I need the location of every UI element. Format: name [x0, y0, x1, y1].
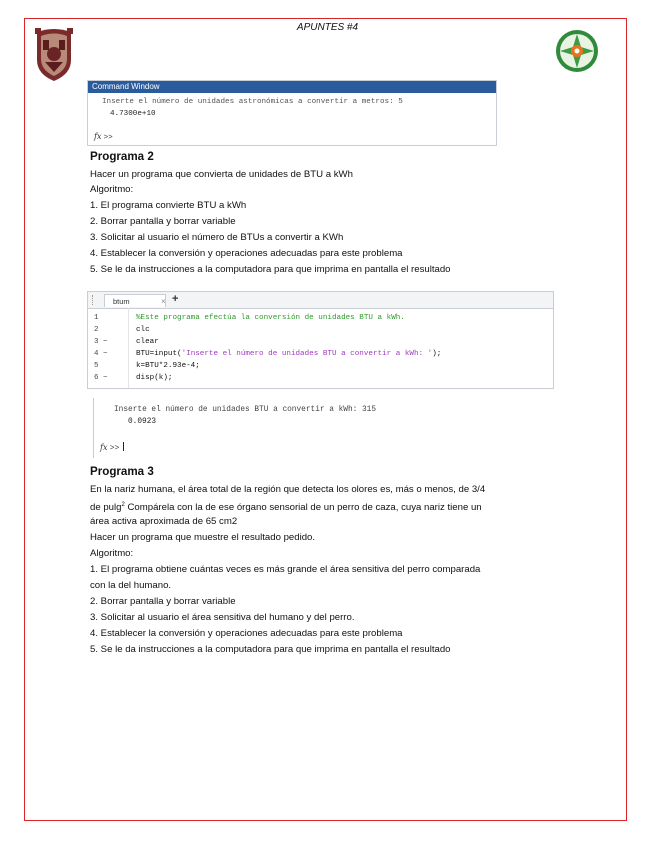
programa3-heading: Programa 3	[90, 465, 154, 478]
console-divider	[93, 398, 94, 458]
fx-icon: fx	[100, 443, 108, 452]
programa2-step: 1. El programa convierte BTU a kWh	[90, 200, 247, 211]
programa3-step: 2. Borrar pantalla y borrar variable	[90, 596, 236, 607]
command-window-title: Command Window	[88, 81, 496, 93]
programa2-step: 4. Establecer la conversión y operaciones adecuadas para este problema	[90, 248, 403, 259]
command-window	[87, 80, 497, 146]
programa2-heading: Programa 2	[90, 150, 154, 163]
programa3-paragraph-line: área activa aproximada de 65 cm2	[90, 516, 238, 527]
programa3-step: 1. El programa obtiene cuántas veces es más grande el área sensitiva del perro comparada	[90, 564, 481, 575]
prompt-arrows: >>	[109, 444, 120, 453]
code-line[interactable]: clear	[136, 338, 159, 346]
command-input-line: Inserte el número de unidades astronómicas a convertir a metros: 5	[102, 98, 403, 106]
fx-icon: fx	[94, 132, 102, 141]
code-line-input[interactable]	[136, 350, 441, 358]
school-emblem-logo	[555, 29, 599, 73]
command-output-line: 4.7300e+10	[110, 110, 156, 118]
tab-label: btum	[113, 297, 130, 306]
tab-grip-handle[interactable]	[92, 295, 98, 305]
programa2-step: 5. Se le da instrucciones a la computadora para que imprima en pantalla el resultado	[90, 264, 451, 275]
line-number: 6 −	[94, 374, 108, 382]
programa3-algorithm-label: Algoritmo:	[90, 548, 134, 559]
programa2-description: Hacer un programa que convierta de unidades de BTU a kWh	[90, 169, 353, 180]
line-number: 1	[94, 314, 99, 322]
code-line[interactable]: clc	[136, 326, 150, 334]
line-number: 4 −	[94, 350, 108, 358]
programa3-step: 5. Se le da instrucciones a la computadora para que imprima en pantalla el resultado	[90, 644, 451, 655]
line-number: 2	[94, 326, 99, 334]
add-tab-icon[interactable]: +	[172, 293, 179, 305]
close-icon[interactable]: ×	[161, 297, 166, 306]
ipn-crest-logo	[33, 26, 75, 82]
programa3-step-continued: con la del humano.	[90, 580, 172, 591]
code-token: );	[432, 350, 442, 358]
text-span: Compárela con la de ese órgano sensorial de un perro de caza, cuya nariz tiene un	[124, 502, 482, 514]
line-number: 5	[94, 362, 99, 370]
programa3-task: Hacer un programa que muestre el resultado pedido.	[90, 532, 316, 543]
programa2-step: 2. Borrar pantalla y borrar variable	[90, 216, 236, 227]
text-cursor	[123, 442, 124, 451]
command-prompt[interactable]	[94, 132, 113, 142]
console-output	[100, 400, 460, 456]
console-output-line: 0.0923	[128, 418, 157, 426]
page-header: APUNTES #4	[296, 22, 359, 33]
superscript: 2	[121, 502, 125, 508]
line-number-gutter	[88, 308, 129, 388]
programa3-paragraph-line: En la nariz humana, el área total de la región que detecta los olores es, más o menos, de 3/4	[90, 484, 486, 495]
code-line[interactable]: disp(k);	[136, 374, 173, 382]
console-input-line: Inserte el número de unidades BTU a convertir a kWh: 315	[114, 406, 377, 414]
code-token: BTU=input(	[136, 350, 182, 358]
code-line[interactable]: k=BTU*2.93e-4;	[136, 362, 200, 370]
code-line-comment[interactable]: %Este programa efectúa la conversión de unidades BTU a kWh.	[136, 314, 405, 322]
code-editor	[87, 291, 554, 389]
programa3-step: 4. Establecer la conversión y operaciones adecuadas para este problema	[90, 628, 403, 639]
programa2-algorithm-label: Algoritmo:	[90, 184, 134, 195]
editor-tab-bar	[88, 292, 553, 309]
tab-btum[interactable]	[104, 294, 166, 307]
programa2-step: 3. Solicitar al usuario el número de BTUs a convertir a KWh	[90, 232, 344, 243]
programa3-step: 3. Solicitar al usuario el área sensitiva del humano y del perro.	[90, 612, 355, 623]
console-prompt[interactable]	[100, 442, 124, 453]
programa3-paragraph-line	[90, 499, 482, 514]
prompt-arrows: >>	[103, 134, 113, 142]
line-number: 3 −	[94, 338, 108, 346]
text-span: de pulg	[90, 502, 122, 514]
code-string: 'Inserte el número de unidades BTU a convertir a kWh: '	[181, 350, 433, 358]
